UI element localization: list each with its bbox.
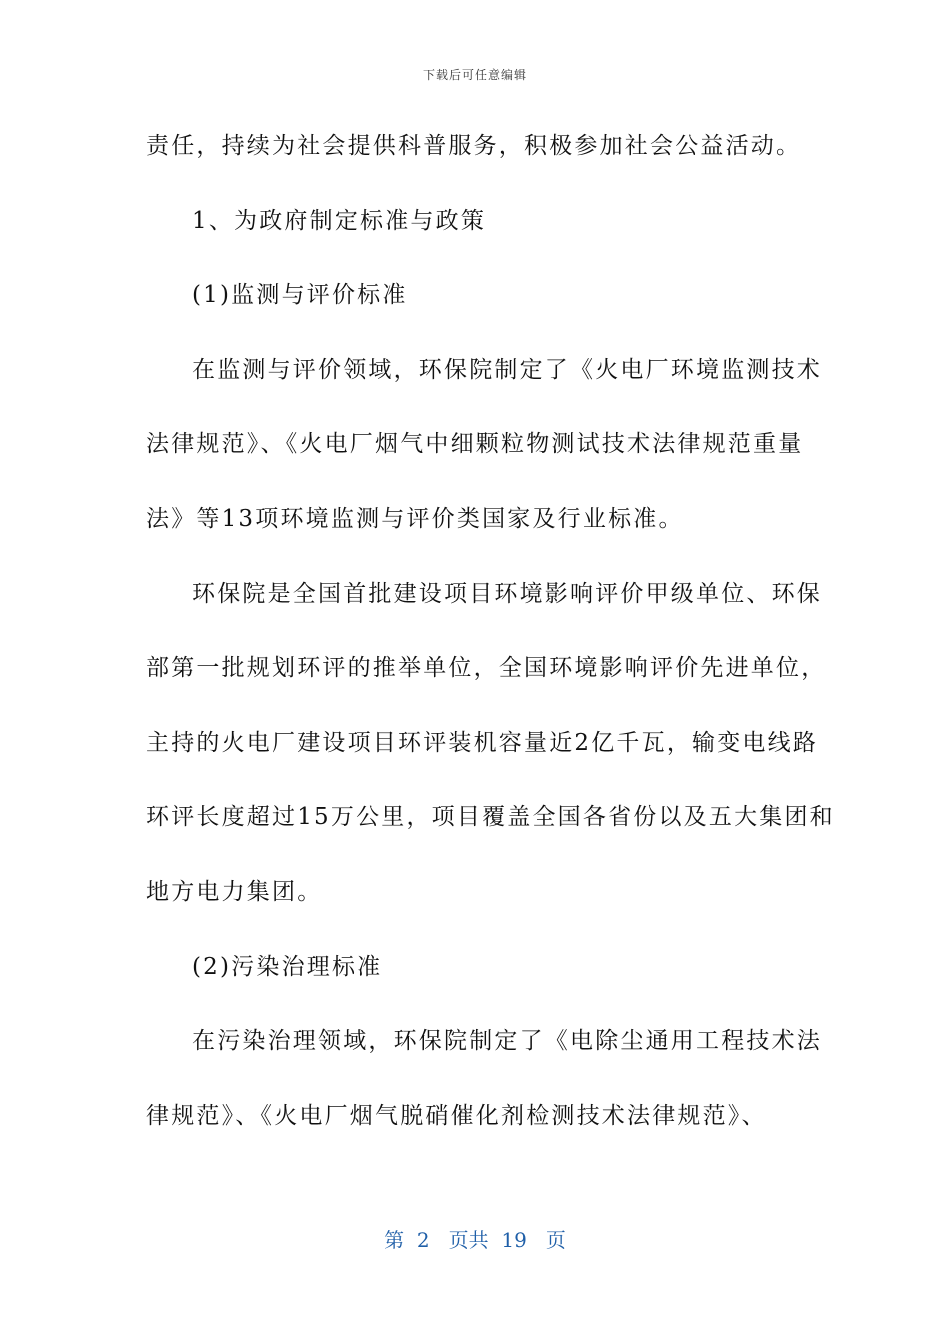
text-line: 法律规范》、《火电厂烟气中细颗粒物测试技术法律规范重量 (146, 431, 804, 458)
text-line: 律规范》、《火电厂烟气脱硝催化剂检测技术法律规范》、 (146, 1102, 767, 1129)
text-line: 环评长度超过15万公里，项目覆盖全国各省份以及五大集团和 (146, 804, 835, 831)
page-number-footer: 第 2 页共 19 页 (384, 1228, 566, 1252)
subsection-heading: (1)监测与评价标准 (192, 282, 408, 309)
text-line: 责任，持续为社会提供科普服务，积极参加社会公益活动。 (146, 133, 802, 159)
paragraph-start: 在监测与评价领域，环保院制定了《火电厂环境监测技术 (192, 356, 822, 383)
paragraph-start: 环保院是全国首批建设项目环境影响评价甲级单位、环保 (192, 580, 822, 607)
paragraph-start: 在污染治理领域，环保院制定了《电除尘通用工程技术法 (192, 1028, 822, 1055)
subsection-heading: (2)污染治理标准 (192, 953, 383, 980)
page-header: 下载后可任意编辑 (422, 68, 527, 82)
section-heading: 1、为政府制定标准与政策 (192, 207, 487, 234)
text-line: 法》等13项环境监测与评价类国家及行业标准。 (146, 505, 684, 532)
document-body (146, 126, 835, 1170)
text-line: 主持的火电厂建设项目环评装机容量近2亿千瓦，输变电线路 (146, 729, 819, 756)
text-line: 地方电力集团。 (146, 878, 323, 905)
text-line: 部第一批规划环评的推举单位，全国环境影响评价先进单位， (146, 655, 827, 682)
